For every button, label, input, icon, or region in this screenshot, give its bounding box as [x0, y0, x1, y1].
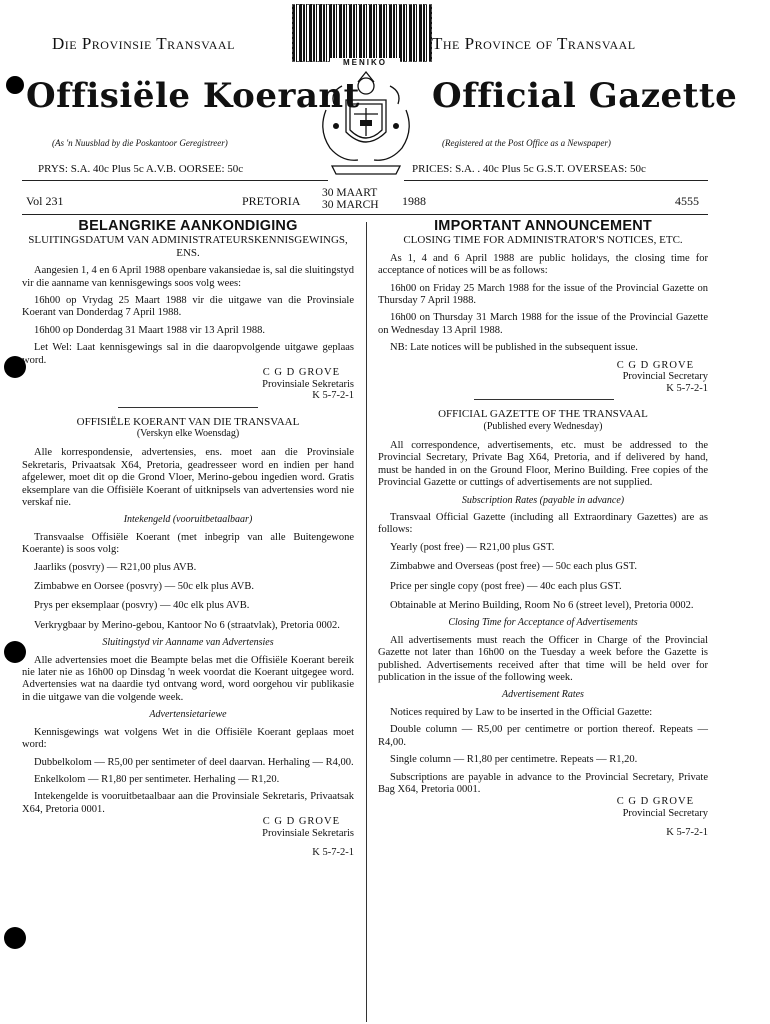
registered-notice-en: (Registered at the Post Office as a Newspaper): [442, 138, 611, 148]
price-line-en: PRICES: S.A. . 40c Plus 5c G.S.T. OVERSEAS: 50c: [412, 163, 646, 175]
signatory-title: Provinsiale Sekretaris: [262, 378, 354, 390]
coat-of-arms-emblem: [312, 70, 420, 180]
subsection-heading: Closing Time for Acceptance of Advertisements: [448, 617, 638, 629]
announcement-subheading: SLUITINGSDATUM VAN ADMINISTRATEURSKENNISGEWINGS, ENS.: [28, 234, 348, 259]
signatory-title: Provinsiale Sekretaris: [262, 827, 354, 839]
price-line-af: PRYS: S.A. 40c Plus 5c A.V.B. OORSEE: 50c: [38, 163, 244, 175]
announcement-subheading: CLOSING TIME FOR ADMINISTRATOR'S NOTICES, ETC.: [403, 234, 683, 247]
masthead-rule-right: [404, 180, 708, 181]
paragraph: Double column — R5,00 per centimetre or portion thereof. Repeats — R4,00.: [378, 724, 708, 748]
paragraph: Let Wel: Laat kennisgewings sal in die daaropvolgende uitgawe geplaas word.: [22, 342, 354, 366]
rate-line: Jaarliks (posvry) — R21,00 plus AVB.: [34, 561, 197, 573]
subsection-heading: Sluitingstyd vir Aanname van Advertensies: [102, 637, 274, 649]
section-subtitle: (Verskyn elke Woensdag): [136, 427, 240, 439]
subsection-heading: Advertisement Rates: [502, 689, 584, 701]
issue-city: PRETORIA: [242, 194, 301, 208]
paragraph: NB: Late notices will be published in the subsequent issue.: [390, 342, 638, 354]
column-divider: [366, 222, 367, 1022]
volume-number: Vol 231: [26, 194, 64, 208]
section-divider: [118, 407, 258, 408]
rate-line: Prys per eksemplaar (posvry) — 40c elk plus AVB.: [34, 600, 250, 612]
issue-rule: [22, 214, 708, 215]
paragraph: Transvaalse Offisiële Koerant (met inbegrip van alle Buitengewone Koerante) is soos volg:: [22, 531, 354, 556]
paragraph: Single column — R1,80 per centimetre. Repeats — R1,20.: [390, 754, 638, 766]
rate-line: Zimbabwe and Overseas (post free) — 50c each plus GST.: [390, 561, 638, 573]
section-subtitle: (Published every Wednesday): [483, 420, 603, 432]
province-heading-en: The Province of Transvaal: [432, 34, 636, 53]
paragraph: Intekengelde is vooruitbetaalbaar aan die Provinsiale Sekretaris, Privaatsak X64, Pretoria 0001.: [22, 791, 354, 815]
paragraph: Subscriptions are payable in advance to the Provincial Secretary, Private Bag X64, Pretoria 0001.: [378, 771, 708, 795]
paragraph: 16h00 on Thursday 31 March 1988 for the issue of the Provincial Gazette on Wednesday 13 April 1988.: [378, 312, 708, 336]
paragraph: Transvaal Official Gazette (including all Extraordinary Gazettes) are as follows:: [378, 512, 708, 536]
gazette-title-af: Offisiële Koerant: [26, 76, 360, 116]
issue-year: 1988: [402, 194, 426, 208]
issue-number: 4555: [675, 194, 699, 208]
paragraph: Verkrygbaar by Merino-gebou, Kantoor No 6 (straatvlak), Pretoria 0002.: [34, 619, 340, 631]
paragraph: Obtainable at Merino Building, Room No 6 (street level), Pretoria 0002.: [390, 600, 694, 612]
reference-number: K 5-7-2-1: [312, 390, 354, 402]
paragraph: 16h00 op Donderdag 31 Maart 1988 vir 13 April 1988.: [34, 324, 265, 336]
subsection-heading: Advertensietariewe: [149, 709, 227, 721]
province-heading-af: Die Provinsie Transvaal: [52, 34, 235, 53]
issue-date: [322, 187, 379, 211]
paragraph: Aangesien 1, 4 en 6 April 1988 openbare vakansiedae is, sal die sluitingstyd vir die aanname van kennisgewings soos volg wees:: [22, 265, 354, 289]
reference-number: K 5-7-2-1: [666, 827, 708, 839]
punch-hole-mark: [4, 927, 26, 949]
paragraph: Enkelkolom — R1,80 per sentimeter. Herhaling — R1,20.: [34, 773, 280, 785]
registered-notice-af: (As 'n Nuusblad by die Poskantoor Geregistreer): [52, 138, 228, 148]
paragraph: Kennisgewings wat volgens Wet in die Offisiële Koerant geplaas moet word:: [22, 726, 354, 751]
paragraph: Alle korrespondensie, advertensies, ens. moet aan die Provinsiale Sekretaris, Privaatsak X64, Pretoria, geadresseer word en indien per hand afgelewer, moet dit op die Grond Vloer, Merino-gebou ingedien word. Gratis eksemplare van die Offisiële Koerant of uitknipsels van advertensies word nie verskaf nie.: [22, 447, 354, 508]
signatory-name: C G D GROVE: [616, 796, 694, 808]
rate-line: Price per single copy (post free) — 40c each plus GST.: [390, 580, 622, 592]
signatory-name: C G D GROVE: [616, 359, 694, 371]
announcement-heading: BELANGRIKE AANKONDIGING: [78, 218, 298, 234]
paragraph: All advertisements must reach the Officer in Charge of the Provincial Gazette not later than 16h00 on the Tuesday a week before the Gazette is published. Advertisements received after that time will be held over for publication in the issue of the following week.: [378, 634, 708, 684]
paragraph: 16h00 op Vrydag 25 Maart 1988 vir die uitgawe van die Provinsiale Koerant van Donderdag 7 April 1988.: [22, 295, 354, 319]
rate-line: Zimbabwe en Oorsee (posvry) — 50c elk plus AVB.: [34, 581, 254, 593]
punch-hole-mark: [6, 76, 24, 94]
paragraph: 16h00 on Friday 25 March 1988 for the issue of the Provincial Gazette on Thursday 7 April 1988.: [378, 282, 708, 307]
barcode-label: MENIKO: [330, 58, 400, 68]
signatory-name: C G D GROVE: [262, 816, 340, 828]
rate-line: Yearly (post free) — R21,00 plus GST.: [390, 541, 555, 553]
notice-column-af: [22, 220, 354, 859]
reference-number: K 5-7-2-1: [312, 847, 354, 859]
paragraph: All correspondence, advertisements, etc. must be addressed to the Provincial Secretary, Private Bag X64, Pretoria, and if delivered by hand, must be handed in on the Ground Floor, Merino Building. Free copies of the Provincial Gazette or cuttings of advertisements are not supplied.: [378, 439, 708, 489]
signatory-title: Provincial Secretary: [622, 371, 708, 383]
paragraph: Notices required by Law to be inserted in the Official Gazette:: [390, 706, 653, 718]
gazette-title-en: Official Gazette: [432, 76, 738, 116]
issue-date-en: 30 MARCH: [322, 199, 379, 211]
announcement-heading: IMPORTANT ANNOUNCEMENT: [434, 218, 652, 234]
signatory-name: C G D GROVE: [262, 367, 340, 379]
section-title: OFFICIAL GAZETTE OF THE TRANSVAAL: [438, 408, 648, 421]
paragraph: Dubbelkolom — R5,00 per sentimeter of deel daarvan. Herhaling — R4,00.: [34, 756, 354, 768]
notice-column-en: [378, 220, 708, 839]
barcode: [292, 4, 432, 62]
section-title: OFFISIËLE KOERANT VAN DIE TRANSVAAL: [76, 415, 300, 428]
signatory-title: Provincial Secretary: [622, 807, 708, 819]
reference-number: K 5-7-2-1: [666, 382, 708, 394]
subsection-heading: Subscription Rates (payable in advance): [461, 494, 625, 506]
subsection-heading: Intekengeld (vooruitbetaalbaar): [123, 514, 253, 526]
paragraph: Alle advertensies moet die Beampte belas met die Offisiële Koerant bereik nie later nie as 16h00 op Dinsdag 'n week voordat die Koerant uitgegee word. Advertensies wat na daardie tyd ontvang word, word oorgehou vir publikasie in die uitgawe van die volgende week.: [22, 654, 354, 703]
masthead-rule-left: [22, 180, 328, 181]
paragraph: As 1, 4 and 6 April 1988 are public holidays, the closing time for acceptance of notices will be as follows:: [378, 252, 708, 277]
section-divider: [474, 399, 614, 400]
issue-date-af: 30 MAART: [322, 187, 378, 199]
